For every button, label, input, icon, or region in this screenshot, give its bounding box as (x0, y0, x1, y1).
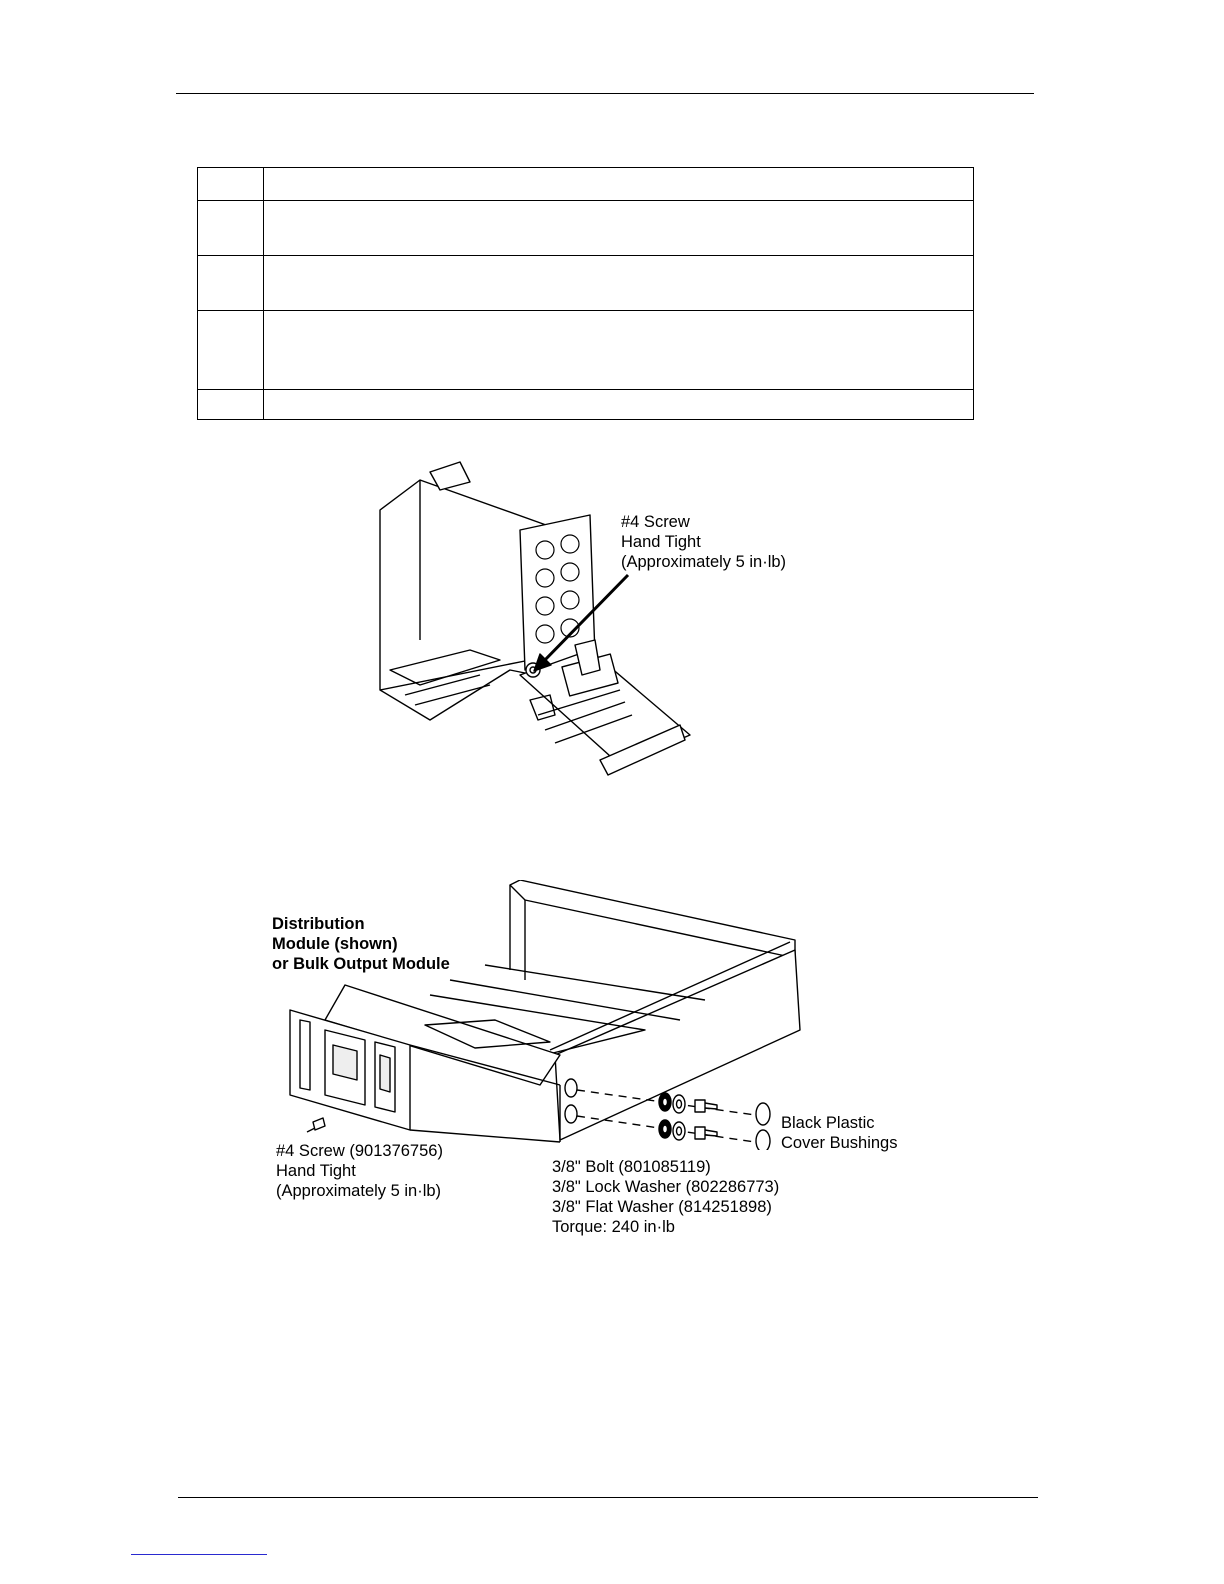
table-row (198, 201, 974, 256)
hardware-callout (552, 1157, 779, 1237)
step-text-cell (264, 256, 974, 311)
callout-line: (Approximately 5 in·lb) (276, 1182, 442, 1200)
callout-line: Torque: 240 in·lb (552, 1218, 675, 1236)
procedure-table (197, 167, 974, 420)
module-callout (272, 914, 450, 974)
callout-line: 3/8" Lock Washer (802286773) (552, 1178, 780, 1196)
callout-line: (Approximately 5 in·lb) (621, 553, 787, 571)
step-text-cell (264, 390, 974, 420)
callout-line: 3/8" Flat Washer (814251898) (552, 1198, 772, 1216)
callout-line: or Bulk Output Module (272, 955, 450, 973)
step-number-cell (198, 256, 264, 311)
table-row (198, 168, 974, 201)
screw-callout-fig2 (276, 1141, 443, 1201)
table-row (198, 390, 974, 420)
callout-line: 3/8" Bolt (801085119) (552, 1158, 711, 1176)
callout-line: Hand Tight (276, 1162, 356, 1180)
footer-link-underline[interactable] (131, 1554, 267, 1555)
callout-line: Distribution (272, 915, 365, 933)
footer-rule (178, 1497, 1038, 1498)
callout-line: Black Plastic (781, 1114, 875, 1132)
step-text-cell (264, 168, 974, 201)
screw-callout-fig1 (621, 512, 786, 572)
step-number-cell (198, 311, 264, 390)
callout-line: Module (shown) (272, 935, 398, 953)
figure-module-screw-illustration (360, 460, 700, 780)
callout-line: #4 Screw (901376756) (276, 1142, 443, 1160)
bushing-callout (781, 1113, 897, 1153)
callout-line: Hand Tight (621, 533, 701, 551)
step-text-cell (264, 201, 974, 256)
header-rule (176, 93, 1034, 94)
callout-line: Cover Bushings (781, 1134, 898, 1152)
step-number-cell (198, 168, 264, 201)
table-row (198, 311, 974, 390)
table-row (198, 256, 974, 311)
step-number-cell (198, 201, 264, 256)
callout-line: #4 Screw (621, 513, 690, 531)
step-number-cell (198, 390, 264, 420)
step-text-cell (264, 311, 974, 390)
